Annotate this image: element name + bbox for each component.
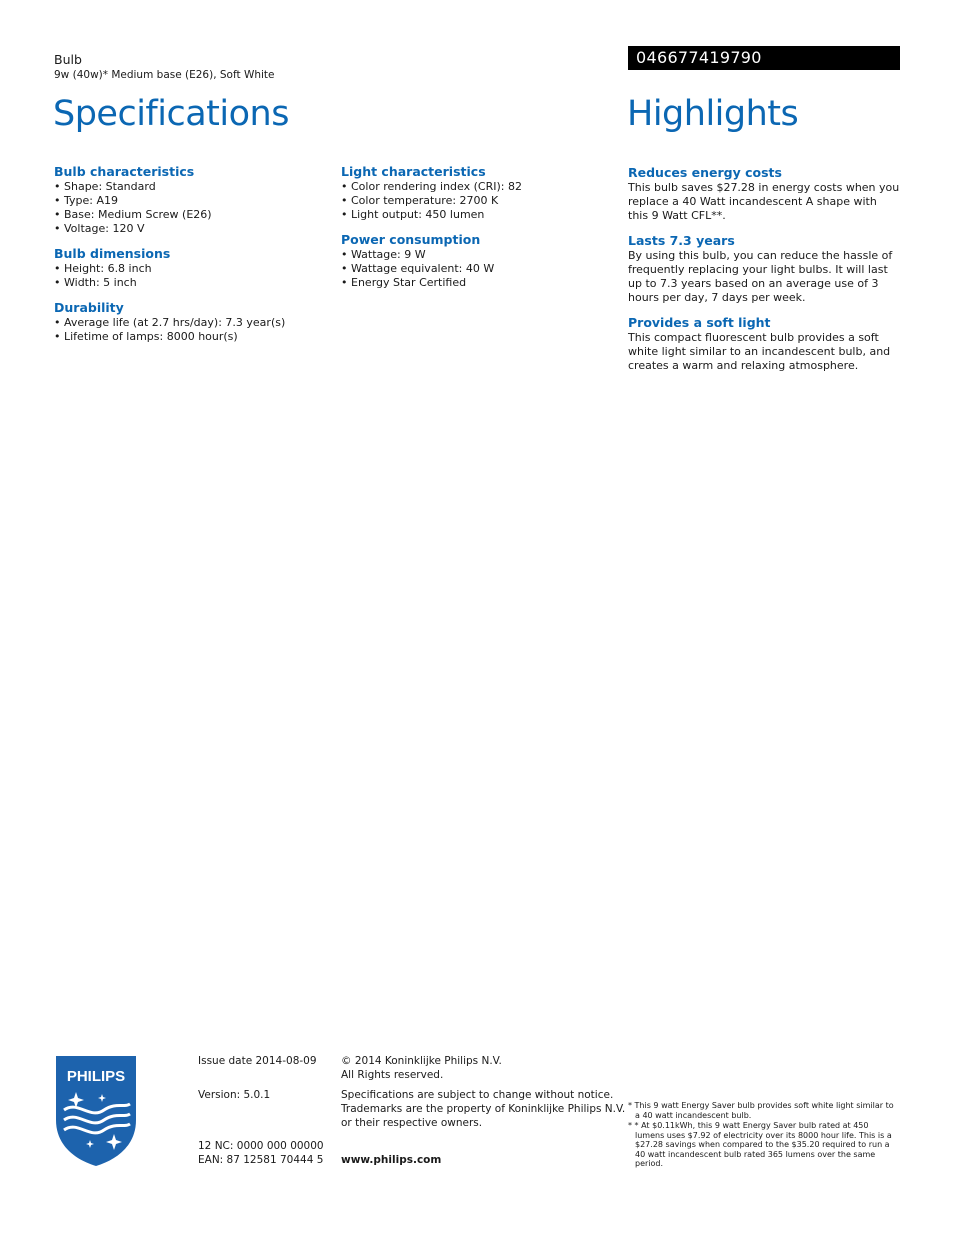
spec-item: • Lifetime of lamps: 8000 hour(s) xyxy=(54,330,324,344)
spec-item: • Light output: 450 lumen xyxy=(341,208,611,222)
spec-notice-line-3: or their respective owners. xyxy=(341,1117,483,1129)
highlights-column xyxy=(628,165,900,383)
highlight-provides-soft-light xyxy=(628,315,900,373)
spec-column-right xyxy=(341,164,611,300)
spec-heading: Bulb dimensions xyxy=(54,246,171,261)
website-link[interactable]: www.philips.com xyxy=(341,1154,442,1166)
version: Version: 5.0.1 xyxy=(198,1089,271,1101)
spec-item: • Average life (at 2.7 hrs/day): 7.3 year(s) xyxy=(54,316,324,330)
highlight-heading: Lasts 7.3 years xyxy=(628,233,735,248)
spec-section-light-characteristics xyxy=(341,164,611,222)
rights-reserved: All Rights reserved. xyxy=(341,1069,444,1081)
spec-item: • Wattage: 9 W xyxy=(341,248,611,262)
spec-section-power-consumption xyxy=(341,232,611,290)
highlight-lasts-7-3-years xyxy=(628,233,900,305)
spec-column-left xyxy=(54,164,324,354)
highlight-heading: Reduces energy costs xyxy=(628,165,782,180)
logo-text: PHILIPS xyxy=(66,1068,126,1085)
product-name: Bulb xyxy=(54,52,82,67)
footnote-2: * * At $0.11kWh, this 9 watt Energy Saver bulb rated at 450 lumens uses $7.92 of electricity over its 8000 hour life. This is a $27.28 savings when compared to the $35.20 required to run a 40 watt incandescent bulb rated 365 lumens over the same period. xyxy=(628,1121,892,1168)
spec-item: • Type: A19 xyxy=(54,194,324,208)
spec-item: • Voltage: 120 V xyxy=(54,222,324,236)
spec-heading: Light characteristics xyxy=(341,164,486,179)
spec-item: • Base: Medium Screw (E26) xyxy=(54,208,324,222)
footnote-1: * This 9 watt Energy Saver bulb provides soft white light similar to a 40 watt incandescent bulb. xyxy=(628,1101,894,1120)
philips-logo xyxy=(54,1054,138,1168)
spec-item: • Width: 5 inch xyxy=(54,276,324,290)
spec-item: • Color temperature: 2700 K xyxy=(341,194,611,208)
highlight-text: By using this bulb, you can reduce the hassle of frequently replacing your light bulbs. It will last up to 7.3 years based on an average use of 3 hours per day, 7 days per week. xyxy=(628,249,893,304)
spec-section-durability xyxy=(54,300,324,344)
product-code-bar xyxy=(628,46,900,70)
specifications-title: Specifications xyxy=(53,94,289,134)
issue-date: Issue date 2014-08-09 xyxy=(198,1055,317,1067)
spec-heading: Bulb characteristics xyxy=(54,164,195,179)
highlight-reduces-energy-costs xyxy=(628,165,900,223)
product-subtitle: 9w (40w)* Medium base (E26), Soft White xyxy=(54,69,275,81)
spec-item: • Height: 6.8 inch xyxy=(54,262,324,276)
spec-notice-line-2: Trademarks are the property of Koninklijke Philips N.V. xyxy=(341,1103,626,1115)
spec-item: • Energy Star Certified xyxy=(341,276,611,290)
spec-item: • Shape: Standard xyxy=(54,180,324,194)
product-code: 046677419790 xyxy=(636,48,762,67)
ean-number: EAN: 87 12581 70444 5 xyxy=(198,1154,324,1166)
spec-item: • Color rendering index (CRI): 82 xyxy=(341,180,611,194)
philips-shield-icon xyxy=(54,1054,138,1168)
footnotes xyxy=(628,1101,900,1169)
spec-notice-line-1: Specifications are subject to change without notice. xyxy=(341,1089,614,1101)
copyright: © 2014 Koninklijke Philips N.V. xyxy=(341,1055,502,1067)
spec-section-bulb-dimensions xyxy=(54,246,324,290)
highlights-title: Highlights xyxy=(627,94,799,134)
spec-item: • Wattage equivalent: 40 W xyxy=(341,262,611,276)
spec-heading: Power consumption xyxy=(341,232,481,247)
highlight-heading: Provides a soft light xyxy=(628,315,771,330)
spec-section-bulb-characteristics xyxy=(54,164,324,236)
highlight-text: This compact fluorescent bulb provides a soft white light similar to an incandescent bulb, and creates a warm and relaxing atmosphere. xyxy=(628,331,891,372)
spec-heading: Durability xyxy=(54,300,124,315)
highlight-text: This bulb saves $27.28 in energy costs when you replace a 40 Watt incandescent A shape with this 9 Watt CFL**. xyxy=(628,181,900,222)
nc-number: 12 NC: 0000 000 00000 xyxy=(198,1140,324,1152)
